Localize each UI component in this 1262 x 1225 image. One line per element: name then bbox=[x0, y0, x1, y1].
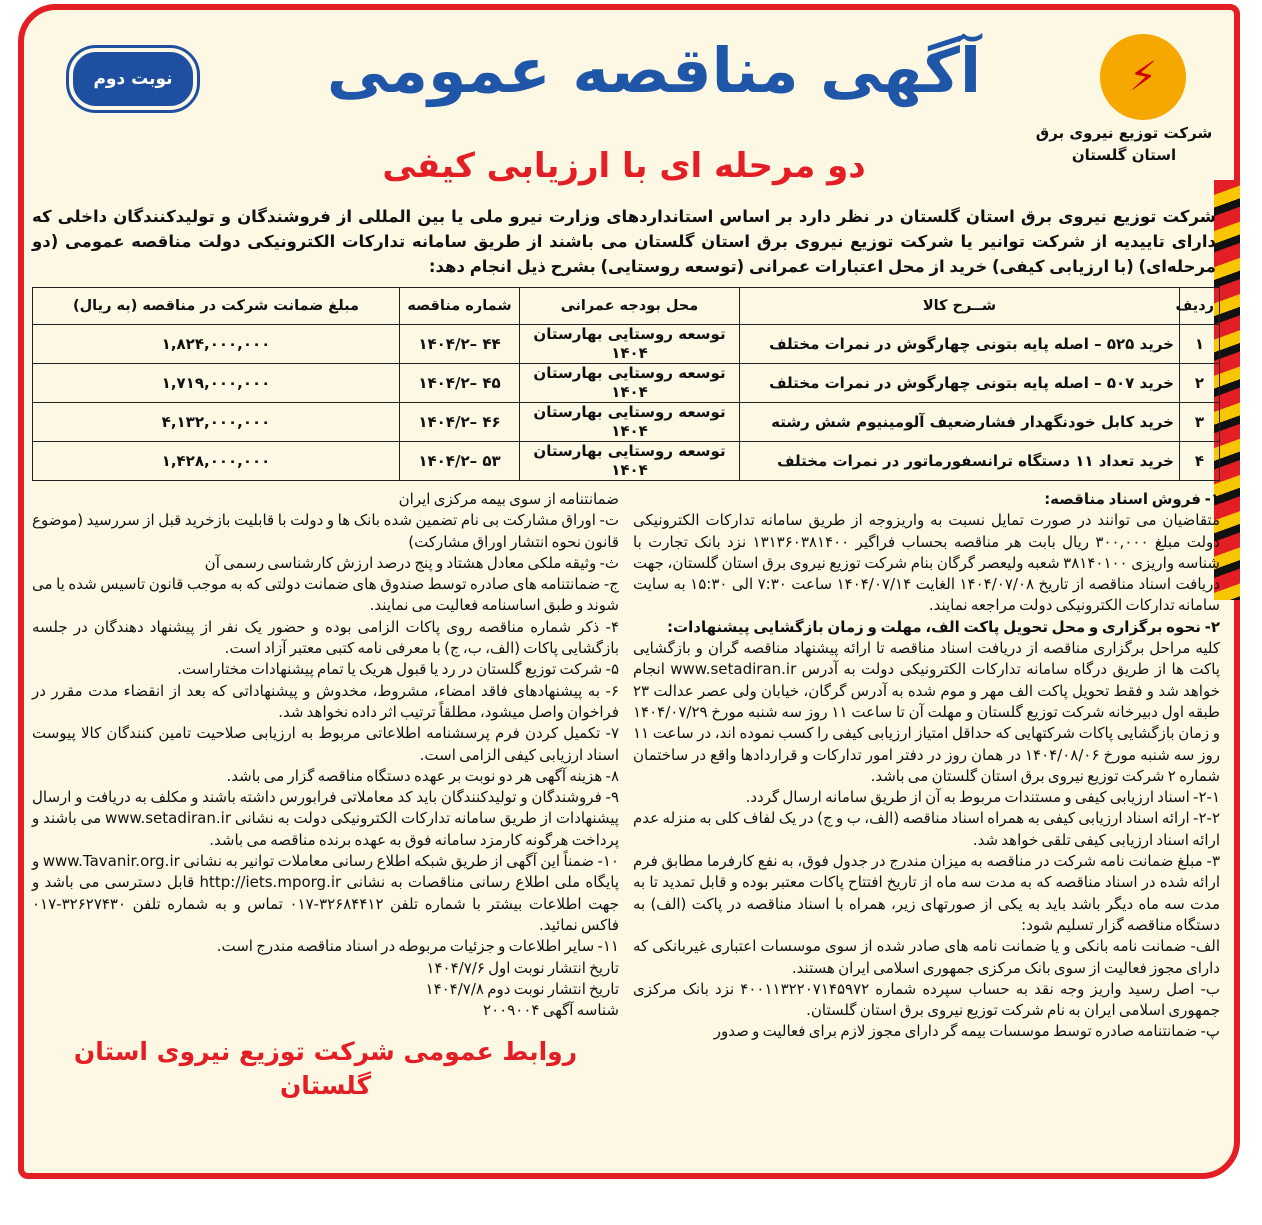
paragraph: الف- ضمانت نامه بانکی و یا ضمانت نامه های صادر شده از سوی موسسات اعتباری غیربانکی که دارای مجوز فعالیت از سوی بانک مرکزی جمهوری اسلامی ایران هستند. bbox=[633, 937, 1220, 977]
header-tender-number: شماره مناقصه bbox=[400, 288, 520, 325]
table-row bbox=[33, 364, 1220, 403]
table-row bbox=[33, 325, 1220, 364]
paragraph: پ- ضمانتنامه صادره توسط موسسات بیمه گر دارای مجوز لازم برای فعالیت و صدور bbox=[713, 1022, 1220, 1041]
paragraph: ۸- هزینه آگهی هر دو نوبت بر عهده دستگاه مناقصه گزار می باشد. bbox=[226, 766, 619, 785]
ad-content bbox=[32, 10, 1220, 1113]
cell-guarantee-amount: ۴,۱۳۲,۰۰۰,۰۰۰ bbox=[33, 403, 400, 442]
terms-columns bbox=[32, 489, 1220, 1103]
header-row-number: ردیف bbox=[1180, 288, 1220, 325]
paragraph: ۷- تکمیل کردن فرم پرسشنامه اطلاعاتی مربوط به ارزیابی صلاحیت تامین کنندگان کالا پیوست اسناد ارزیابی کیفی الزامی است. bbox=[32, 724, 619, 764]
cell-row-number: ۱ bbox=[1180, 325, 1220, 364]
cell-tender-number: ۵۳ –۱۴۰۴/۲ bbox=[400, 442, 520, 481]
paragraph: ۲-۱- اسناد ارزیابی کیفی و مستندات مربوط به آن از طریق سامانه ارسال گردد. bbox=[745, 788, 1220, 807]
table-row bbox=[33, 442, 1220, 481]
paragraph: ۵- شرکت توزیع گلستان در رد یا قبول هریک یا تمام پیشنهادات مختاراست. bbox=[177, 660, 619, 679]
paragraph: ث- وثیقه ملکی معادل هشتاد و پنج درصد ارزش کارشناسی رسمی آن bbox=[204, 553, 619, 572]
tender-table bbox=[32, 287, 1220, 481]
paragraph: ۱- فروش اسناد مناقصه: bbox=[1044, 490, 1220, 508]
paragraph: شناسه آگهی ۲۰۰۹۰۰۴ bbox=[483, 1001, 619, 1020]
table-header-row bbox=[33, 288, 1220, 325]
paragraph: ۴- ذکر شماره مناقصه روی پاکات الزامی بوده و حضور یک نفر از پیشنهاد دهندگان در جلسه بازگشایی پاکات (الف، ب، ج) با معرفی نامه کتبی معتبر آزاد است. bbox=[32, 617, 619, 658]
cell-guarantee-amount: ۱,۷۱۹,۰۰۰,۰۰۰ bbox=[33, 364, 400, 403]
paragraph: ۲- نحوه برگزاری و محل تحویل پاکت الف، مهلت و زمان بازگشایی پیشنهادات: bbox=[667, 617, 1220, 636]
page-title: آگهی مناقصه عمومی bbox=[326, 34, 982, 107]
paragraph: ب- اصل رسید واریز وجه نقد به حساب سپرده شماره ۴۰۰۱۱۳۲۲۰۷۱۴۵۹۷۲ نزد بانک مرکزی جمهوری اسلامی ایران به نام شرکت توزیع نیروی برق استان گلستان. bbox=[633, 979, 1220, 1020]
paragraph: ۱۱- سایر اطلاعات و جزئیات مربوطه در اسناد مناقصه مندرج است. bbox=[216, 937, 619, 956]
paragraph: ج- ضمانتنامه های صادره توسط صندوق های ضمانت دولتی که به موجب قانون تاسیس شده یا می شوند و طبق اساسنامه فعالیت می نمایند. bbox=[32, 575, 619, 615]
cell-description: خرید ۵۰۷ – اصله پایه بتونی چهارگوش در نمرات مختلف bbox=[740, 364, 1180, 403]
cell-guarantee-amount: ۱,۴۲۸,۰۰۰,۰۰۰ bbox=[33, 442, 400, 481]
paragraph: ۳- مبلغ ضمانت نامه شرکت در مناقصه به میزان مندرج در جدول فوق، به نفع کارفرما مطابق فرم ارائه شده در اسناد مناقصه که به مدت سه ماه از تاریخ افتتاح پاکات معتبر بوده و قابل تمدید تا به مدت سه ماه دیگر باشد باید به یکی از صورتهای زیر، همراه با اسناد مناقصه در پاکت (الف) به دستگاه مناقصه گزار تسلیم شود: bbox=[633, 852, 1220, 934]
paragraph: تاریخ انتشار نوبت دوم ۱۴۰۴/۷/۸ bbox=[425, 979, 619, 998]
cell-guarantee-amount: ۱,۸۲۴,۰۰۰,۰۰۰ bbox=[33, 325, 400, 364]
paragraph: ۶- به پیشنهادهای فاقد امضاء، مشروط، مخدوش و پیشنهاداتی که بعد از انقضاء مدت مقرر در فراخوان واصل میشود، مطلقاً ترتیب اثر داده نخواهد شد. bbox=[32, 681, 619, 721]
cell-row-number: ۴ bbox=[1180, 442, 1220, 481]
cell-budget: توسعه روستایی بهارستان ۱۴۰۴ bbox=[520, 364, 740, 403]
header-description: شــرح کالا bbox=[740, 288, 1180, 325]
header-guarantee: مبلغ ضمانت شرکت در مناقصه (به ریال) bbox=[33, 288, 400, 325]
cell-budget: توسعه روستایی بهارستان ۱۴۰۴ bbox=[520, 442, 740, 481]
cell-budget: توسعه روستایی بهارستان ۱۴۰۴ bbox=[520, 325, 740, 364]
tender-ad-frame bbox=[18, 4, 1240, 1179]
header-budget: محل بودجه عمرانی bbox=[520, 288, 740, 325]
footer-signature: روابط عمومی شرکت توزیع نیروی استان گلستان bbox=[73, 1037, 578, 1101]
left-column bbox=[32, 489, 619, 1103]
intro-paragraph: شرکت توزیع نیروی برق استان گلستان در نظر دارد بر اساس استانداردهای وزارت نیرو ملی یا بین المللی از فروشندگان و تولیدکنندگان داخلی که دارای تاییدیه از شرکت توانیر یا شرکت توزیع نیروی برق استان گلستان می باشند از طریق سامانه تدارکات الکترونیکی دولت مناقصه عمومی (دو مرحله‌ای) (با ارزیابی کیفی) خرید از محل اعتبارات عمرانی (توسعه روستایی) بشرح ذیل انجام دهد: bbox=[32, 207, 1216, 276]
paragraph: متقاضیان می توانند در صورت تمایل نسبت به واریزوجه از طریق سامانه تدارکات الکترونیکی دولت مبلغ ۳۰۰,۰۰۰ ریال بابت هر مناقصه بحساب فراگیر ۱۳۱۳۶۰۳۸۱۴۰۰ نزد بانک تجارت با شناسه واریزی ۳۸۱۴۰۱۰۰ شعبه ولیعصر گرگان بنام شرکت توزیع نیروی برق استان گلستان، جهت دریافت اسناد مناقصه از تاریخ ۱۴۰۴/۰۷/۰۸ الغایت ۱۴۰۴/۰۷/۱۴ ساعت ۷:۳۰ الی ۱۵:۳۰ به سایت سامانه تدارکات الکترونیکی دولت مراجعه نمایند. bbox=[633, 511, 1221, 615]
table-row bbox=[33, 403, 1220, 442]
company-name-line1: شرکت توزیع نیروی برق bbox=[1035, 124, 1213, 142]
paragraph: کلیه مراحل برگزاری مناقصه از دریافت اسناد مناقصه تا ارائه پیشنهاد مناقصه گران و بازگشایی پاکت ها از طریق درگاه سامانه تدارکات الکترونیکی دولت به آدرس www.setadiran.ir انجام خواهد شد و فقط تحویل پاکت الف مهر و موم شده به آدرس گرگان، خیابان ولی عصر عدالت ۲۳ طبقه اول دبیرخانه شرکت توزیع گلستان و مهلت آن تا ساعت ۱۱ روز سه شنبه مورخ ۱۴۰۴/۰۷/۲۹ و زمان بازگشایی پاکات شرکتهایی که حداقل امتیاز ارزیابی کیفی را کسب نموده اند، در ساعت ۱۱ روز سه شنبه مورخ ۱۴۰۴/۰۸/۰۶ در همان روز در دفتر امور تدارکات و قراردادها واقع در ساختمان شماره ۲ شرکت توزیع نیروی برق استان گلستان می باشد. bbox=[633, 639, 1220, 785]
cell-description: خرید ۵۲۵ – اصله پایه بتونی چهارگوش در نمرات مختلف bbox=[740, 325, 1180, 364]
cell-budget: توسعه روستایی بهارستان ۱۴۰۴ bbox=[520, 403, 740, 442]
cell-tender-number: ۴۶ –۱۴۰۴/۲ bbox=[400, 403, 520, 442]
company-name-line2: استان گلستان bbox=[1071, 146, 1177, 164]
paragraph: تاریخ انتشار نوبت اول ۱۴۰۴/۷/۶ bbox=[426, 958, 619, 977]
page-subtitle: دو مرحله ای با ارزیابی کیفی bbox=[382, 146, 866, 186]
round-badge: نوبت دوم bbox=[69, 48, 197, 110]
paragraph: ۹- فروشندگان و تولیدکنندگان باید کد معاملاتی فرابورس داشته باشند و مکلف به دریافت و ارسال پیشنهادات از طریق سامانه تدارکات الکترونیکی دولت به نشانی www.setadiran.ir می باشند و پرداخت هرگونه کارمزد سامانه فوق به عهده برنده مناقصه می باشد. bbox=[32, 788, 619, 849]
paragraph: ت- اوراق مشارکت بی نام تضمین شده بانک ها و دولت با قابلیت بازخرید قبل از سررسید (موضوع قانون نحوه انتشار اوراق مشارکت) bbox=[32, 511, 619, 551]
paragraph: ضمانتنامه از سوی بیمه مرکزی ایران bbox=[398, 490, 619, 508]
cell-tender-number: ۴۵ –۱۴۰۴/۲ bbox=[400, 364, 520, 403]
cell-description: خرید تعداد ۱۱ دستگاه ترانسفورماتور در نمرات مختلف bbox=[740, 442, 1180, 481]
paragraph: ۱۰- ضمناً این آگهی از طریق شبکه اطلاع رسانی معاملات توانیر به نشانی www.Tavanir.org.ir و پایگاه ملی اطلاع رسانی مناقصات به نشانی http://iets.mporg.ir قابل دسترسی می باشد و جهت اطلاعات بیشتر با شماره تلفن ۳۲۶۸۴۴۱۲-۰۱۷ تماس و به شماره تلفن ۳۲۶۲۷۴۳۰-۰۱۷ فاکس نمائید. bbox=[32, 852, 619, 934]
right-column bbox=[633, 489, 1220, 1103]
cell-description: خرید کابل خودنگهدار فشارضعیف آلومینیوم شش رشته bbox=[740, 403, 1180, 442]
cell-row-number: ۲ bbox=[1180, 364, 1220, 403]
cell-row-number: ۳ bbox=[1180, 403, 1220, 442]
company-logo-icon: ⚡ bbox=[1100, 34, 1186, 120]
cell-tender-number: ۴۴ –۱۴۰۴/۲ bbox=[400, 325, 520, 364]
paragraph: ۲-۲- ارائه اسناد ارزیابی کیفی به همراه اسناد مناقصه (الف، ب و ج) در یک لفاف کلی به منزله عدم ارائه اسناد ارزیابی کیفی تلقی خواهد شد. bbox=[633, 809, 1220, 849]
